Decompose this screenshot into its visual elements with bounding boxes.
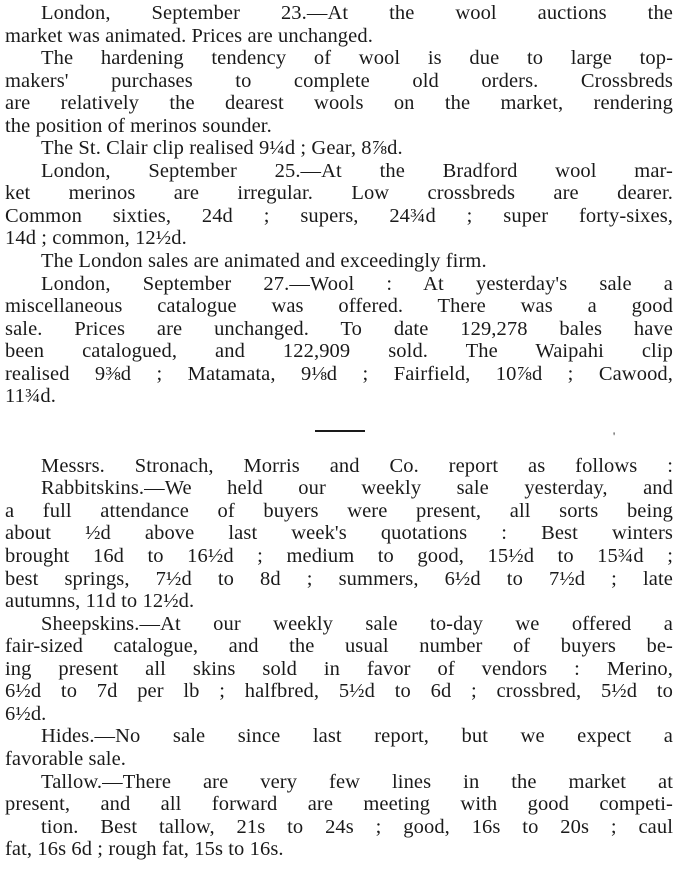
article-paragraph bbox=[5, 137, 673, 160]
text-line: been catalogued, and 122,909 sold. The Waipahi clip bbox=[5, 340, 673, 363]
text-line: ket merinos are irregular. Low crossbreds are dearer. bbox=[5, 182, 673, 205]
text-line: the position of merinos sounder. bbox=[5, 114, 272, 137]
text-line: a full attendance of buyers were present, all sorts being bbox=[5, 499, 673, 522]
text-line: favorable sale. bbox=[5, 747, 127, 770]
text-line: 11¾d. bbox=[5, 385, 56, 408]
text-line: Sheepskins.—At our weekly sale to-day we offered a bbox=[41, 612, 673, 635]
text-line: The St. Clair clip realised 9¼d ; Gear, 8⅞d. bbox=[41, 137, 403, 160]
text-line: Common sixties, 24d ; supers, 24¾d ; super forty-sixes, bbox=[5, 204, 673, 227]
text-line: best springs, 7½d to 8d ; summers, 6½d to 7½d ; late bbox=[5, 567, 673, 590]
text-line: miscellaneous catalogue was offered. There was a good bbox=[5, 295, 673, 318]
text-line: autumns, 11d to 12½d. bbox=[5, 590, 195, 613]
text-line: makers' purchases to complete old orders. Crossbreds bbox=[5, 69, 673, 92]
text-line: London, September 27.—Wool : At yesterday's sale a bbox=[41, 272, 673, 295]
article-paragraph bbox=[5, 2, 673, 47]
article-paragraph bbox=[5, 455, 673, 478]
text-line: Hides.—No sale since last report, but we expect a bbox=[41, 725, 673, 748]
text-line: about ½d above last week's quotations : Best winters bbox=[5, 522, 673, 545]
text-line: The London sales are animated and exceedingly firm. bbox=[41, 250, 487, 273]
text-line: fair-sized catalogue, and the usual number of buyers be- bbox=[5, 635, 673, 658]
text-line: are relatively the dearest wools on the market, rendering bbox=[5, 92, 673, 115]
article-paragraph bbox=[5, 273, 673, 408]
text-line: 6½d. bbox=[5, 702, 47, 725]
separator-mark: ' bbox=[613, 428, 616, 443]
text-line: present, and all forward are meeting with good competi- bbox=[5, 793, 673, 816]
text-line: 6½d to 7d per lb ; halfbred, 5½d to 6d ; crossbred, 5½d to bbox=[5, 680, 673, 703]
text-line: tion. Best tallow, 21s to 24s ; good, 16s to 20s ; caul bbox=[41, 815, 673, 838]
text-line: London, September 23.—At the wool auctions the bbox=[41, 2, 673, 24]
article-paragraph bbox=[5, 771, 673, 861]
text-line: The hardening tendency of wool is due to large top- bbox=[41, 47, 673, 70]
article-paragraph bbox=[5, 47, 673, 137]
text-line: market was animated. Prices are unchanged. bbox=[5, 24, 373, 47]
text-line: fat, 16s 6d ; rough fat, 15s to 16s. bbox=[5, 838, 284, 861]
text-line: Rabbitskins.—We held our weekly sale yesterday, and bbox=[41, 477, 673, 500]
text-line: brought 16d to 16½d ; medium to good, 15½d to 15¾d ; bbox=[5, 545, 673, 568]
article-paragraph bbox=[5, 250, 673, 273]
article-paragraph bbox=[5, 477, 673, 612]
article-paragraph bbox=[5, 160, 673, 250]
text-line: ing present all skins sold in favor of vendors : Merino, bbox=[5, 657, 673, 680]
text-line: Messrs. Stronach, Morris and Co. report as follows : bbox=[41, 454, 673, 477]
article-paragraph bbox=[5, 613, 673, 726]
text-line: Tallow.—There are very few lines in the market at bbox=[41, 770, 673, 793]
separator-rule bbox=[315, 430, 365, 432]
section-separator bbox=[5, 408, 673, 455]
article-paragraph bbox=[5, 725, 673, 770]
text-line: realised 9⅜d ; Matamata, 9⅛d ; Fairfield, 10⅞d ; Cawood, bbox=[5, 362, 673, 385]
text-line: 14d ; common, 12½d. bbox=[5, 227, 187, 250]
text-line: London, September 25.—At the Bradford wool mar- bbox=[41, 159, 673, 182]
text-line: sale. Prices are unchanged. To date 129,278 bales have bbox=[5, 317, 673, 340]
